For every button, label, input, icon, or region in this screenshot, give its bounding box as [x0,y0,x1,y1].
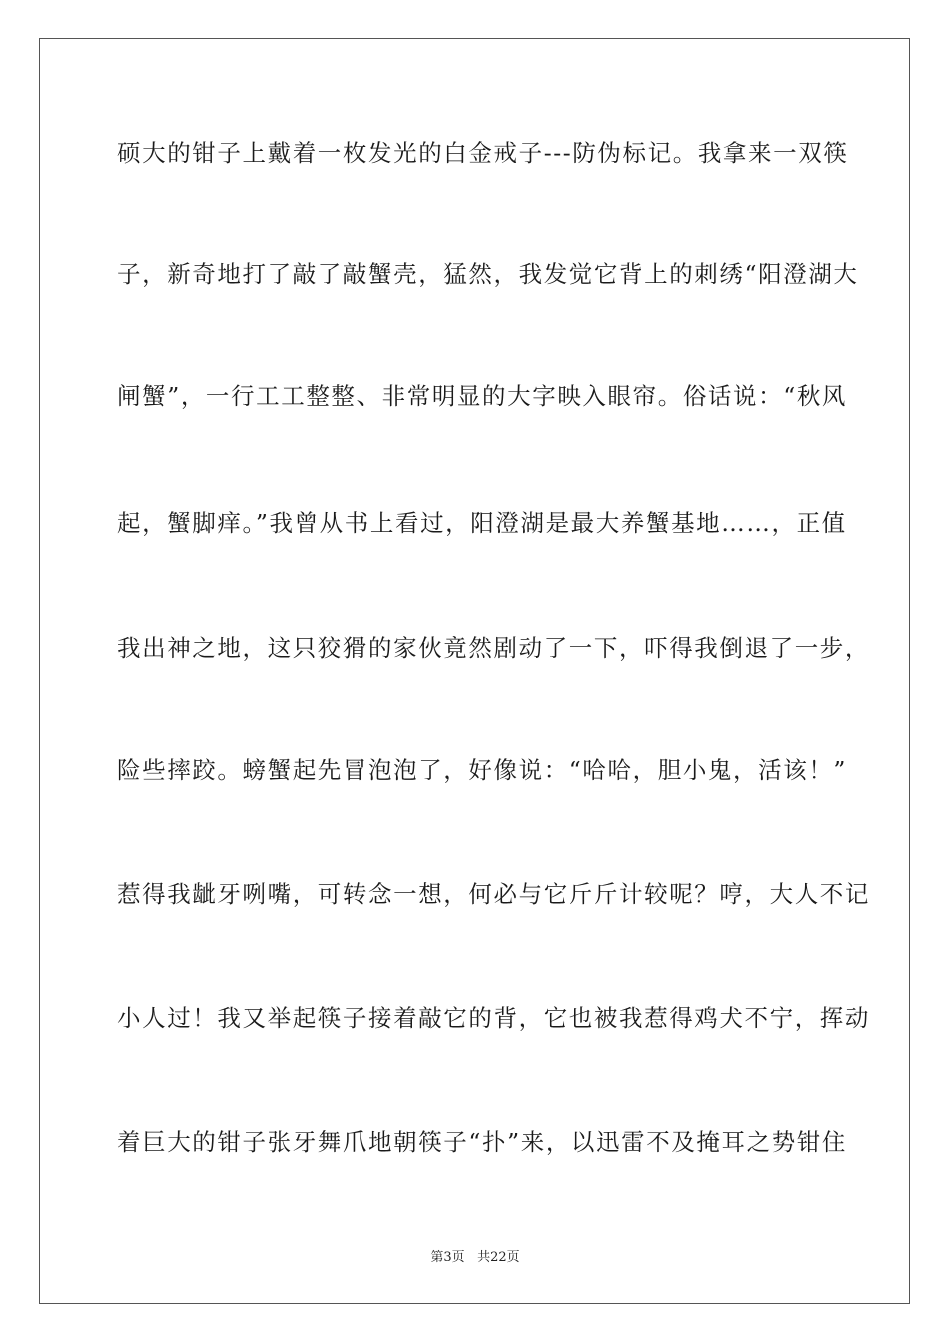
text-line: 着巨大的钳子张牙舞爪地朝筷子“扑”来，以迅雷不及掩耳之势钳住 [117,1128,848,1156]
text-line: 子，新奇地打了敲了敲蟹壳，猛然，我发觉它背上的刺绣“阳澄湖大 [117,260,859,288]
text-line: 闸蟹”，一行工工整整、非常明显的大字映入眼帘。俗话说：“秋风 [117,382,848,410]
text-line: 起，蟹脚痒。”我曾从书上看过，阳澄湖是最大养蟹基地……，正值 [117,509,847,537]
page-border [39,38,910,1304]
text-line: 险些摔跤。螃蟹起先冒泡泡了，好像说：“哈哈，胆小鬼，活该！” [117,756,848,784]
text-line: 惹得我龇牙咧嘴，可转念一想，何必与它斤斤计较呢？哼，大人不记 [117,880,870,908]
total-pages: 共22页 [477,1250,520,1265]
page-footer [0,1246,950,1265]
page-number: 第3页 [430,1250,465,1265]
text-line: 我出神之地，这只狡猾的家伙竟然剧动了一下，吓得我倒退了一步， [117,634,870,662]
text-line: 小人过！我又举起筷子接着敲它的背，它也被我惹得鸡犬不宁，挥动 [117,1004,870,1032]
text-line: 硕大的钳子上戴着一枚发光的白金戒子---防伪标记。我拿来一双筷 [117,139,849,167]
